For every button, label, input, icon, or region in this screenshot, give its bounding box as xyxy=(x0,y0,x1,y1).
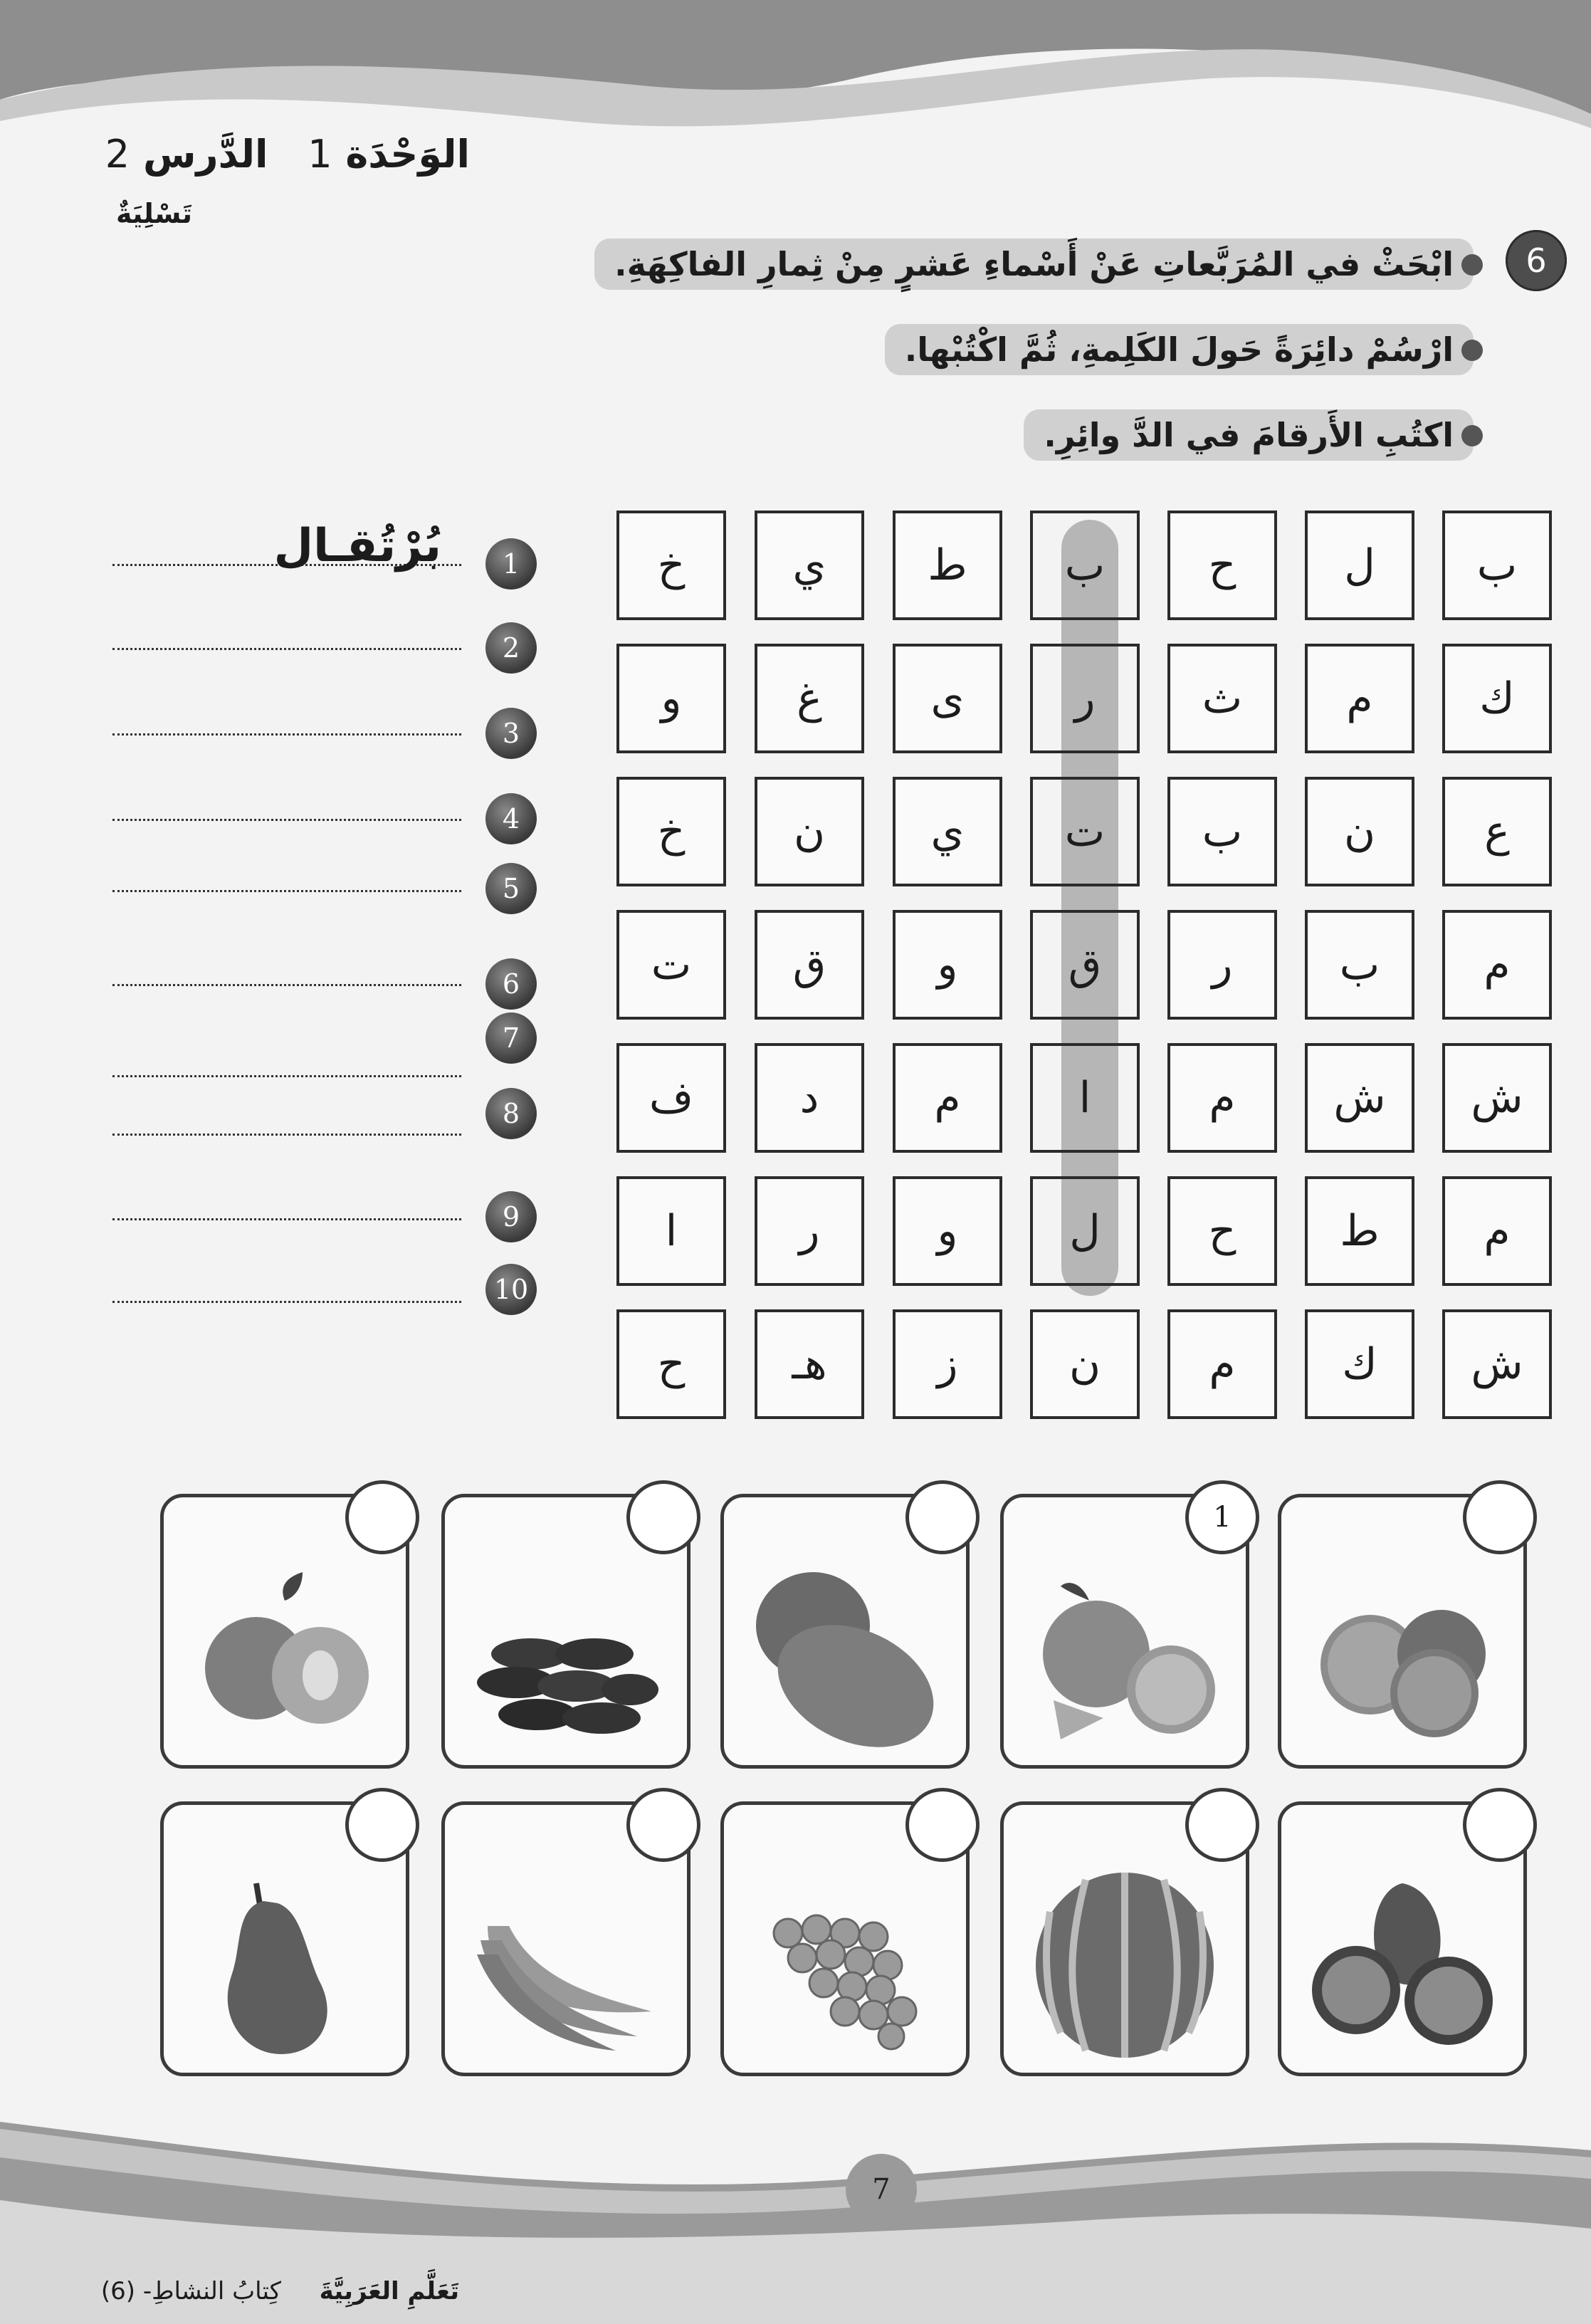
grid-cell[interactable]: ل xyxy=(1305,511,1414,620)
grid-cell[interactable]: ح xyxy=(616,1309,726,1419)
fruit-card-orange xyxy=(1000,1494,1249,1769)
lesson-number: 2 xyxy=(105,132,130,177)
instruction-3 xyxy=(1024,409,1474,461)
answer-line[interactable] xyxy=(112,1134,461,1136)
grid-cell[interactable]: ي xyxy=(893,777,1002,886)
grid-cell[interactable]: ب xyxy=(1030,511,1140,620)
card-number-circle[interactable] xyxy=(1185,1788,1259,1862)
activity-number-badge: 6 xyxy=(1506,230,1567,291)
fruit-card-dates xyxy=(441,1494,691,1769)
fruit-card-pear xyxy=(160,1801,409,2076)
section-title: تَسْلِيَةٌ xyxy=(115,198,192,229)
grid-cell[interactable]: خ xyxy=(616,777,726,886)
grid-cell[interactable]: د xyxy=(755,1043,864,1153)
grid-cell[interactable]: ن xyxy=(755,777,864,886)
answer-line[interactable] xyxy=(112,1301,461,1303)
grid-cell[interactable]: ب xyxy=(1305,910,1414,1020)
card-number-circle[interactable] xyxy=(626,1480,700,1554)
cantaloupe-icon xyxy=(738,1533,952,1754)
grid-cell[interactable]: ا xyxy=(1030,1043,1140,1153)
footer-book-title xyxy=(101,2277,459,2305)
bullet-3 xyxy=(1461,425,1483,446)
answer-line[interactable] xyxy=(112,1075,461,1077)
grapes-icon xyxy=(738,1841,952,2061)
grid-cell[interactable]: ق xyxy=(755,910,864,1020)
card-number-circle[interactable] xyxy=(905,1788,980,1862)
card-number-circle[interactable] xyxy=(626,1788,700,1862)
answer-text: بُرْتُقـال xyxy=(273,520,441,572)
fruit-card-watermelon xyxy=(1000,1801,1249,2076)
grid-cell[interactable]: ث xyxy=(1167,644,1277,753)
fruit-card-figs xyxy=(1278,1801,1527,2076)
grid-cell[interactable]: ز xyxy=(893,1309,1002,1419)
card-number-circle[interactable] xyxy=(905,1480,980,1554)
answer-row-7 xyxy=(107,1018,548,1075)
answer-row-4 xyxy=(107,782,548,839)
grid-cell[interactable]: ك xyxy=(1442,644,1552,753)
answer-number-badge: 7 xyxy=(485,1012,537,1064)
fruit-card-cantaloupe xyxy=(720,1494,970,1769)
grid-cell[interactable]: ب xyxy=(1442,511,1552,620)
answer-number-badge: 5 xyxy=(485,863,537,914)
instruction-2-text: ارْسُمْ دائِرَةً حَولَ الكَلِمةِ، ثُمَّ اكْتُبْها. xyxy=(885,324,1474,375)
grid-cell[interactable]: ن xyxy=(1030,1309,1140,1419)
grid-cell[interactable]: و xyxy=(893,1176,1002,1286)
grid-cell[interactable]: ر xyxy=(755,1176,864,1286)
grid-cell[interactable]: م xyxy=(1442,1176,1552,1286)
answer-row-10 xyxy=(107,1274,548,1349)
orange-halves-icon xyxy=(1296,1533,1509,1754)
answer-row-1 xyxy=(107,520,548,584)
grid-cell[interactable]: ي xyxy=(755,511,864,620)
grid-cell[interactable]: ش xyxy=(1305,1043,1414,1153)
answer-row-5 xyxy=(107,833,548,904)
letter-grid xyxy=(616,511,1560,1440)
grid-cell[interactable]: ق xyxy=(1030,910,1140,1020)
card-number-circle[interactable] xyxy=(345,1480,419,1554)
answer-number-badge: 10 xyxy=(485,1264,537,1315)
pear-icon xyxy=(178,1841,392,2061)
grid-cell[interactable]: م xyxy=(893,1043,1002,1153)
book-title: تَعَلَّمِ العَرَبِيَّةَ xyxy=(319,2277,459,2305)
grid-cell[interactable]: ط xyxy=(1305,1176,1414,1286)
page-number: 7 xyxy=(846,2154,917,2225)
card-number-circle[interactable]: 1 xyxy=(1185,1480,1259,1554)
grid-cell[interactable]: ع xyxy=(1442,777,1552,886)
grid-cell[interactable]: ا xyxy=(616,1176,726,1286)
fruit-card-apple xyxy=(160,1494,409,1769)
grid-cell[interactable]: م xyxy=(1167,1043,1277,1153)
instruction-1-text: ابْحَثْ في المُرَبَّعاتِ عَنْ أَسْماءِ عَشرٍ مِنْ ثِمارِ الفاكِهَةِ. xyxy=(594,239,1474,290)
grid-cell[interactable]: ت xyxy=(616,910,726,1020)
dates-icon xyxy=(459,1533,673,1754)
grid-cell[interactable]: ش xyxy=(1442,1309,1552,1419)
grid-cell[interactable]: ط xyxy=(893,511,1002,620)
lesson-label: الدَّرس xyxy=(142,132,268,177)
fruit-card-bananas xyxy=(441,1801,691,2076)
bananas-icon xyxy=(459,1841,673,2061)
grid-cell[interactable]: ك xyxy=(1305,1309,1414,1419)
grid-cell[interactable]: ح xyxy=(1167,1176,1277,1286)
grid-cell[interactable]: ش xyxy=(1442,1043,1552,1153)
answer-number-badge: 9 xyxy=(485,1191,537,1242)
grid-cell[interactable]: ت xyxy=(1030,777,1140,886)
answer-number-badge: 8 xyxy=(485,1088,537,1139)
answer-line[interactable] xyxy=(112,890,461,892)
answer-number-badge: 4 xyxy=(485,793,537,844)
instruction-3-text: اكتُبِ الأَرقامَ في الدَّ وائِرِ. xyxy=(1024,409,1474,461)
answer-list xyxy=(107,520,548,1360)
answer-row-8 xyxy=(107,1096,548,1153)
grid-cell[interactable]: م xyxy=(1442,910,1552,1020)
grid-cell[interactable]: غ xyxy=(755,644,864,753)
card-number-circle[interactable] xyxy=(1463,1788,1537,1862)
watermelon-icon xyxy=(1018,1841,1232,2061)
grid-cell[interactable]: ن xyxy=(1305,777,1414,886)
grid-cell[interactable]: ف xyxy=(616,1043,726,1153)
answer-number-badge: 2 xyxy=(485,622,537,674)
apple-icon xyxy=(178,1533,392,1754)
answer-number-badge: 1 xyxy=(485,538,537,590)
unit-label: الوَحْدَة xyxy=(345,132,470,177)
figs-icon xyxy=(1296,1841,1509,2061)
answer-row-9 xyxy=(107,1193,548,1250)
grid-cell[interactable]: م xyxy=(1305,644,1414,753)
answer-row-2 xyxy=(107,611,548,668)
grid-cell[interactable]: و xyxy=(893,910,1002,1020)
grid-cell[interactable]: خ xyxy=(616,511,726,620)
answer-number-badge: 6 xyxy=(485,958,537,1010)
card-number-circle[interactable] xyxy=(345,1788,419,1862)
grid-cell[interactable]: ى xyxy=(893,644,1002,753)
grid-cell[interactable]: ح xyxy=(1167,511,1277,620)
fruit-card-grapes xyxy=(720,1801,970,2076)
answer-number-badge: 3 xyxy=(485,708,537,759)
unit-lesson-title xyxy=(105,132,470,177)
grid-cell[interactable]: ل xyxy=(1030,1176,1140,1286)
card-number-circle[interactable] xyxy=(1463,1480,1537,1554)
grid-cell[interactable]: ر xyxy=(1167,910,1277,1020)
orange-icon xyxy=(1018,1533,1232,1754)
bullet-1 xyxy=(1461,254,1483,276)
grid-cell[interactable]: ر xyxy=(1030,644,1140,753)
instruction-2 xyxy=(885,324,1474,375)
answer-row-6 xyxy=(107,947,548,1004)
answer-line[interactable] xyxy=(112,1218,461,1220)
answer-line[interactable] xyxy=(112,984,461,986)
grid-cell[interactable]: ب xyxy=(1167,777,1277,886)
answer-line[interactable] xyxy=(112,733,461,736)
grid-cell[interactable]: هـ xyxy=(755,1309,864,1419)
grid-cell[interactable]: و xyxy=(616,644,726,753)
answer-row-3 xyxy=(107,696,548,753)
fruit-card-orange-halves xyxy=(1278,1494,1527,1769)
instruction-1 xyxy=(594,239,1474,290)
unit-number: 1 xyxy=(308,132,332,177)
answer-line[interactable] xyxy=(112,819,461,821)
answer-line[interactable] xyxy=(112,648,461,650)
bullet-2 xyxy=(1461,340,1483,361)
book-subtitle: كِتابُ النشاطِ- (6) xyxy=(100,2277,281,2305)
grid-cell[interactable]: م xyxy=(1167,1309,1277,1419)
